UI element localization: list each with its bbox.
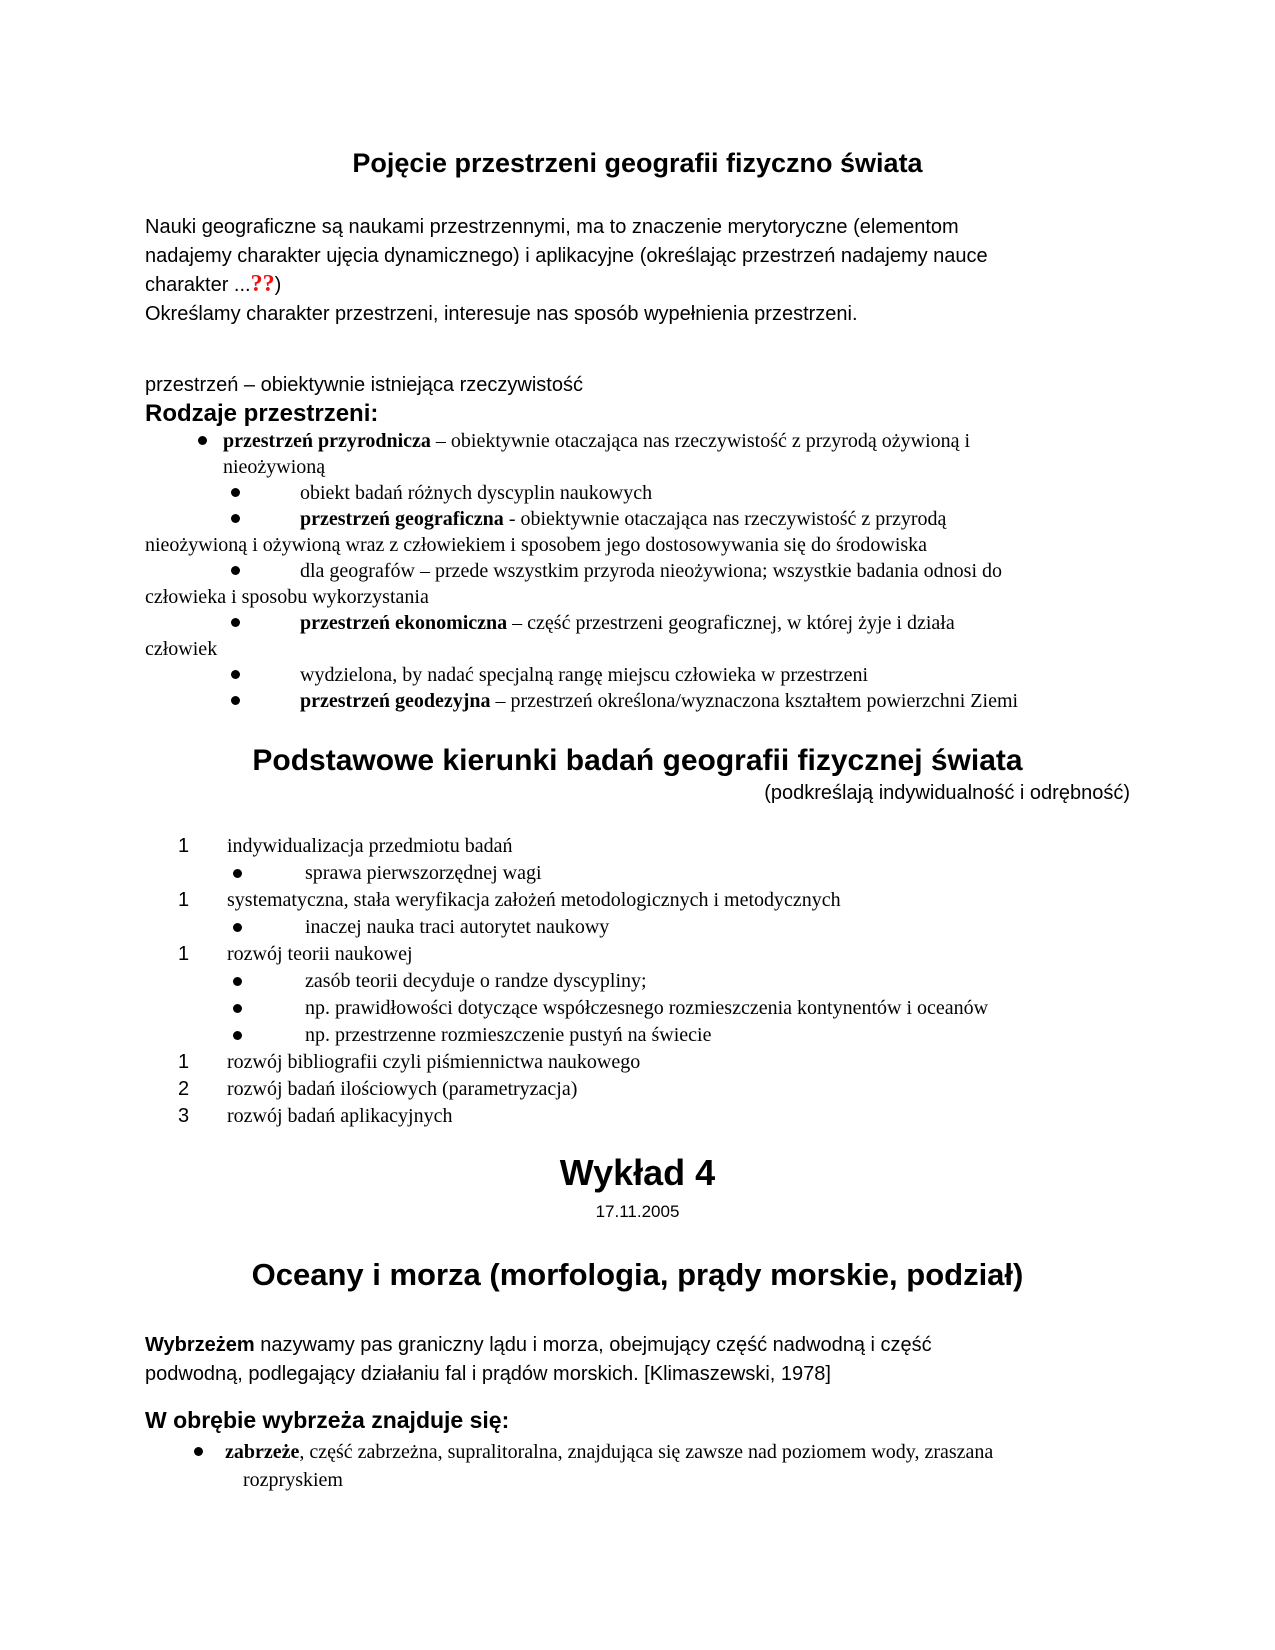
list-item-number: 2 bbox=[178, 1078, 190, 1100]
list-item bbox=[145, 1022, 1130, 1049]
lecture-date: 17.11.2005 bbox=[595, 1202, 680, 1221]
list-item-number: 1 bbox=[178, 835, 190, 857]
paragraph-line bbox=[145, 1331, 1130, 1360]
list-item-text: – obiektywnie otaczająca nas rzeczywistość z przyrodą ożywioną i bbox=[430, 430, 971, 452]
list-item-text: rozwój badań aplikacyjnych bbox=[227, 1105, 453, 1127]
list-item-text: nieożywioną i ożywioną wraz z człowiekiem i sposobem jego dostosowywania się do środowiska bbox=[145, 534, 928, 556]
list-item bbox=[145, 480, 1130, 506]
list-item-number: 1 bbox=[178, 943, 190, 965]
lecture-title: Wykład 4 bbox=[559, 1152, 716, 1193]
list-item-text: wydzielona, by nadać specjalną rangę miejscu człowieka w przestrzeni bbox=[300, 664, 869, 686]
list-item bbox=[145, 558, 1130, 584]
list-item bbox=[145, 1466, 1130, 1494]
document-content bbox=[145, 0, 1130, 1494]
list-item bbox=[145, 833, 1130, 860]
intro-paragraph bbox=[145, 213, 1130, 329]
list-item-term: przestrzeń ekonomiczna bbox=[300, 612, 508, 634]
intro-line: Określamy charakter przestrzeni, interesuje nas sposób wypełnienia przestrzeni. bbox=[145, 303, 858, 325]
list-item bbox=[145, 454, 1130, 480]
section-heading-obreb: W obrębie wybrzeża znajduje się: bbox=[145, 1407, 510, 1433]
list-item-text: człowiek bbox=[145, 638, 218, 660]
section-heading-kierunki: Podstawowe kierunki badań geografii fizycznej świata bbox=[252, 744, 1023, 777]
list-item-term: zabrzeże bbox=[225, 1441, 300, 1463]
list-item-term: przestrzeń geograficzna bbox=[300, 508, 504, 530]
list-item-text: dla geografów – przede wszystkim przyroda nieożywiona; wszystkie badania odnosi do bbox=[300, 560, 1003, 582]
list-item-text: obiekt badań różnych dyscyplin naukowych bbox=[300, 482, 653, 504]
list-item-text: - obiektywnie otaczająca nas rzeczywistość z przyrodą bbox=[503, 508, 947, 530]
list-item-text: sprawa pierwszorzędnej wagi bbox=[305, 862, 542, 884]
paragraph-term: Wybrzeżem bbox=[145, 1334, 255, 1356]
list-item bbox=[145, 941, 1130, 968]
obreb-list bbox=[145, 1438, 1130, 1494]
list-item bbox=[145, 662, 1130, 688]
kierunki-subtitle: (podkreślają indywidualność i odrębność) bbox=[764, 782, 1130, 804]
list-item-term: przestrzeń przyrodnicza bbox=[223, 430, 431, 452]
list-item bbox=[145, 688, 1130, 714]
list-item-number: 1 bbox=[178, 1051, 190, 1073]
list-item-text: rozwój bibliografii czyli piśmiennictwa naukowego bbox=[227, 1051, 641, 1073]
page-title: Pojęcie przestrzeni geografii fizyczno świata bbox=[352, 148, 923, 178]
list-item bbox=[145, 1103, 1130, 1130]
definition-text: przestrzeń – obiektywnie istniejąca rzeczywistość bbox=[145, 374, 583, 396]
list-item bbox=[145, 584, 1130, 610]
list-item bbox=[145, 887, 1130, 914]
list-item-term: przestrzeń geodezyjna bbox=[300, 690, 491, 712]
list-item bbox=[145, 860, 1130, 887]
list-item bbox=[145, 506, 1130, 532]
list-item bbox=[145, 532, 1130, 558]
list-item bbox=[145, 1049, 1130, 1076]
list-item-text: – przestrzeń określona/wyznaczona kształtem powierzchni Ziemi bbox=[490, 690, 1019, 712]
list-item-text: , część zabrzeżna, supralitoralna, znajdująca się zawsze nad poziomem wody, zraszana bbox=[299, 1441, 994, 1463]
list-item bbox=[145, 914, 1130, 941]
list-item-text: – część przestrzeni geograficznej, w której żyje i działa bbox=[507, 612, 955, 634]
list-item bbox=[145, 428, 1130, 454]
list-item bbox=[145, 1076, 1130, 1103]
section-heading-rodzaje: Rodzaje przestrzeni: bbox=[145, 400, 379, 427]
intro-line-prefix: charakter ... bbox=[145, 274, 251, 296]
intro-line-suffix: ) bbox=[274, 274, 282, 296]
list-item-text: nieożywioną bbox=[223, 456, 326, 478]
rodzaje-list bbox=[145, 428, 1130, 714]
list-item bbox=[145, 636, 1130, 662]
section-heading-oceany: Oceany i morza (morfologia, prądy morskie, podział) bbox=[251, 1257, 1024, 1292]
list-item bbox=[145, 610, 1130, 636]
list-item-text: człowieka i sposobu wykorzystania bbox=[145, 586, 429, 608]
list-item bbox=[145, 995, 1130, 1022]
list-item bbox=[145, 1438, 1130, 1466]
list-item-text: np. prawidłowości dotyczące współczesnego rozmieszczenia kontynentów i oceanów bbox=[305, 997, 989, 1019]
list-item bbox=[145, 968, 1130, 995]
list-item-text: rozwój teorii naukowej bbox=[227, 943, 413, 965]
list-item-text: indywidualizacja przedmiotu badań bbox=[227, 835, 513, 857]
list-item-text: rozwój badań ilościowych (parametryzacja) bbox=[227, 1078, 578, 1100]
intro-line: Nauki geograficzne są naukami przestrzennymi, ma to znaczenie merytoryczne (elementom bbox=[145, 216, 959, 238]
paragraph-text: nazywamy pas graniczny lądu i morza, obejmujący część nadwodną i część bbox=[254, 1334, 932, 1356]
paragraph-line: podwodną, podlegający działaniu fal i prądów morskich. [Klimaszewski, 1978] bbox=[145, 1363, 831, 1385]
list-item-text: np. przestrzenne rozmieszczenie pustyń na świecie bbox=[305, 1024, 712, 1046]
list-item-text: zasób teorii decyduje o randze dyscypliny; bbox=[305, 970, 647, 992]
list-item-number: 1 bbox=[178, 889, 190, 911]
intro-line: nadajemy charakter ujęcia dynamicznego) i aplikacyjne (określając przestrzeń nadajemy nauce bbox=[145, 245, 988, 267]
intro-line bbox=[145, 271, 1130, 300]
wybrzeze-paragraph bbox=[145, 1331, 1130, 1389]
list-item-text: rozpryskiem bbox=[243, 1469, 343, 1491]
list-item-text: systematyczna, stała weryfikacja założeń metodologicznych i metodycznych bbox=[227, 889, 841, 911]
list-item-number: 3 bbox=[178, 1105, 190, 1127]
list-item-text: inaczej nauka traci autorytet naukowy bbox=[305, 916, 610, 938]
kierunki-list bbox=[145, 833, 1130, 1130]
red-question-marks: ?? bbox=[250, 271, 275, 297]
